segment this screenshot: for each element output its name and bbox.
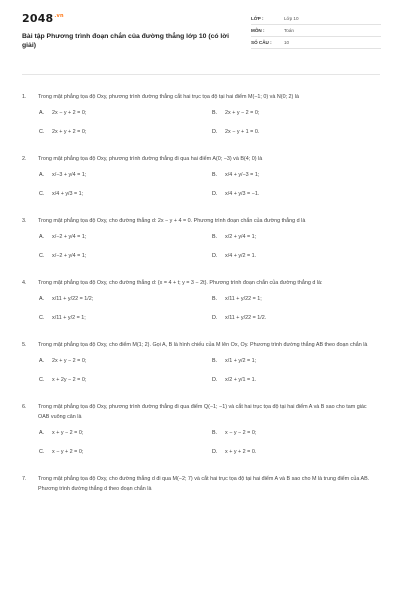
answer-option[interactable]: [39, 170, 212, 180]
option-label: C.: [39, 129, 45, 135]
option-text: x + y + 2 = 0.: [225, 449, 257, 455]
meta-table: [251, 13, 381, 49]
option-text: x/2 + y/1 = 1.: [225, 377, 257, 383]
option-text: x/11 + y/2 = 1;: [52, 315, 86, 321]
option-text: x/−3 + y/4 = 1;: [52, 172, 87, 178]
answer-option[interactable]: [212, 313, 385, 323]
page-title: Bài tập Phương trình đoạn chắn của đường thẳng lớp 10 (có lời giải): [22, 33, 230, 49]
answer-option[interactable]: [39, 356, 212, 366]
answer-options: [39, 356, 378, 385]
question-item: [22, 216, 378, 261]
site-logo[interactable]: [22, 12, 64, 25]
answer-option[interactable]: [212, 170, 385, 180]
logo-text: 2048: [22, 12, 54, 25]
option-label: B.: [212, 296, 218, 302]
option-label: B.: [212, 110, 218, 116]
option-label: C.: [39, 191, 45, 197]
answer-option[interactable]: [212, 232, 385, 242]
answer-option[interactable]: [39, 447, 212, 457]
option-text: x − y + 2 = 0;: [52, 449, 84, 455]
option-text: x/11 + y/22 = 1;: [225, 296, 262, 302]
option-text: 2x + y − 2 = 0;: [52, 358, 87, 364]
option-text: 2x − y + 2 = 0;: [52, 110, 87, 116]
meta-row-count: [251, 37, 381, 49]
option-label: A.: [39, 358, 45, 364]
meta-row-class: [251, 13, 381, 25]
answer-option[interactable]: [39, 127, 212, 137]
option-label: D.: [212, 191, 218, 197]
question-stem: [22, 154, 378, 164]
question-number: 1.: [22, 94, 27, 100]
option-text: x/−2 + y/4 = 1;: [52, 253, 87, 259]
question-text: Trong mặt phẳng tọa độ Oxy, phương trình đường thẳng đi qua hai điểm A(0; −3) và B(4; 0) là: [38, 156, 263, 162]
question-text: Trong mặt phẳng tọa độ Oxy, phương trình đường thẳng cắt hai trục tọa độ tại hai điểm M(−1; 0) và N(0; 2) là: [38, 94, 300, 100]
answer-option[interactable]: [212, 108, 385, 118]
option-label: B.: [212, 430, 218, 436]
question-item: [22, 92, 378, 137]
option-label: B.: [212, 358, 218, 364]
option-label: A.: [39, 430, 45, 436]
question-number: 4.: [22, 280, 27, 286]
answer-option[interactable]: [39, 232, 212, 242]
option-label: D.: [212, 253, 218, 259]
answer-option[interactable]: [212, 294, 385, 304]
option-label: B.: [212, 234, 218, 240]
option-label: D.: [212, 315, 218, 321]
answer-options: [39, 170, 378, 199]
answer-option[interactable]: [39, 428, 212, 438]
answer-option[interactable]: [39, 294, 212, 304]
option-text: x − y − 2 = 0;: [225, 430, 257, 436]
meta-value: 10: [284, 40, 290, 45]
question-stem: [22, 474, 378, 494]
question-number: 2.: [22, 156, 27, 162]
answer-option[interactable]: [39, 251, 212, 261]
logo-suffix: .vn: [54, 13, 64, 20]
question-number: 3.: [22, 218, 27, 224]
answer-option[interactable]: [212, 356, 385, 366]
option-label: A.: [39, 296, 45, 302]
question-text: Trong mặt phẳng tọa độ Oxy, cho đường thẳng d: 2x − y + 4 = 0. Phương trình đoạn chắn của đường thẳng d là: [38, 218, 306, 224]
question-stem: [22, 402, 378, 422]
question-stem: [22, 278, 378, 288]
option-label: C.: [39, 377, 45, 383]
option-label: C.: [39, 315, 45, 321]
answer-option[interactable]: [212, 189, 385, 199]
option-text: 2x + y + 2 = 0;: [52, 129, 87, 135]
meta-key: MÔN :: [251, 28, 265, 33]
option-text: x/−2 + y/4 = 1;: [52, 234, 87, 240]
meta-key: SỐ CÂU :: [251, 40, 272, 45]
question-stem: [22, 92, 378, 102]
option-text: x/11 + y/22 = 1/2;: [52, 296, 94, 302]
option-label: C.: [39, 253, 45, 259]
answer-option[interactable]: [212, 447, 385, 457]
option-text: 2x − y + 1 = 0.: [225, 129, 260, 135]
meta-row-subject: [251, 25, 381, 37]
option-label: B.: [212, 172, 218, 178]
header-divider: [22, 74, 380, 75]
answer-option[interactable]: [212, 127, 385, 137]
option-label: A.: [39, 234, 45, 240]
question-stem: [22, 340, 378, 350]
option-label: D.: [212, 129, 218, 135]
question-stem: [22, 216, 378, 226]
answer-option[interactable]: [39, 108, 212, 118]
question-item: [22, 402, 378, 457]
question-text: Trong mặt phẳng tọa độ Oxy, cho điểm M(1; 2). Gọi A, B là hình chiếu của M lên Ox, Oy. Phương trình đường thẳng AB theo đoạn chắn là: [38, 342, 368, 348]
option-text: 2x + y − 2 = 0;: [225, 110, 260, 116]
answer-option[interactable]: [39, 375, 212, 385]
option-text: x/4 + y/3 = 1;: [52, 191, 84, 197]
meta-value: Lớp 10: [284, 16, 299, 21]
answer-option[interactable]: [212, 428, 385, 438]
meta-value: Toán: [284, 28, 294, 33]
meta-key: LỚP :: [251, 16, 264, 21]
question-text: Trong mặt phẳng tọa độ Oxy, cho đường thẳng d: {x = 4 + t; y = 3 − 2t}. Phương trình đoạn chắn của đường thẳng d là:: [38, 280, 323, 286]
question-item: [22, 278, 378, 323]
answer-option[interactable]: [212, 375, 385, 385]
option-text: x + y − 2 = 0;: [52, 430, 84, 436]
answer-option[interactable]: [39, 313, 212, 323]
answer-options: [39, 294, 378, 323]
option-text: x/2 + y/4 = 1;: [225, 234, 257, 240]
question-item: [22, 154, 378, 199]
option-text: x/4 + y/3 = −1.: [225, 191, 260, 197]
question-text: Trong mặt phẳng tọa độ Oxy, phương trình đường thẳng đi qua điểm Q(−1; −1) và cắt hai trục tọa độ tại hai điểm A và B sao cho tam giác OAB vuông cân là: [38, 404, 367, 420]
question-item: [22, 340, 378, 385]
question-number: 6.: [22, 404, 27, 410]
answer-option[interactable]: [212, 251, 385, 261]
option-text: x/4 + y/−3 = 1;: [225, 172, 260, 178]
option-label: D.: [212, 449, 218, 455]
question-number: 7.: [22, 476, 27, 482]
option-text: x/11 + y/22 = 1/2.: [225, 315, 267, 321]
option-label: A.: [39, 110, 45, 116]
option-text: x/4 + y/2 = 1.: [225, 253, 257, 259]
option-text: x/1 + y/2 = 1;: [225, 358, 257, 364]
option-label: C.: [39, 449, 45, 455]
option-label: A.: [39, 172, 45, 178]
question-item: [22, 474, 378, 494]
answer-options: [39, 428, 378, 457]
answer-options: [39, 108, 378, 137]
option-label: D.: [212, 377, 218, 383]
option-text: x + 2y − 2 = 0;: [52, 377, 87, 383]
question-list: [22, 92, 378, 494]
answer-option[interactable]: [39, 189, 212, 199]
question-number: 5.: [22, 342, 27, 348]
question-text: Trong mặt phẳng tọa độ Oxy, cho đường thẳng d đi qua M(−2; 7) và cắt hai trục tọa độ tại hai điểm A và B sao cho M là trung điểm của AB. Phương trình đường thẳng d theo đoạn chắn là: [38, 476, 370, 492]
answer-options: [39, 232, 378, 261]
